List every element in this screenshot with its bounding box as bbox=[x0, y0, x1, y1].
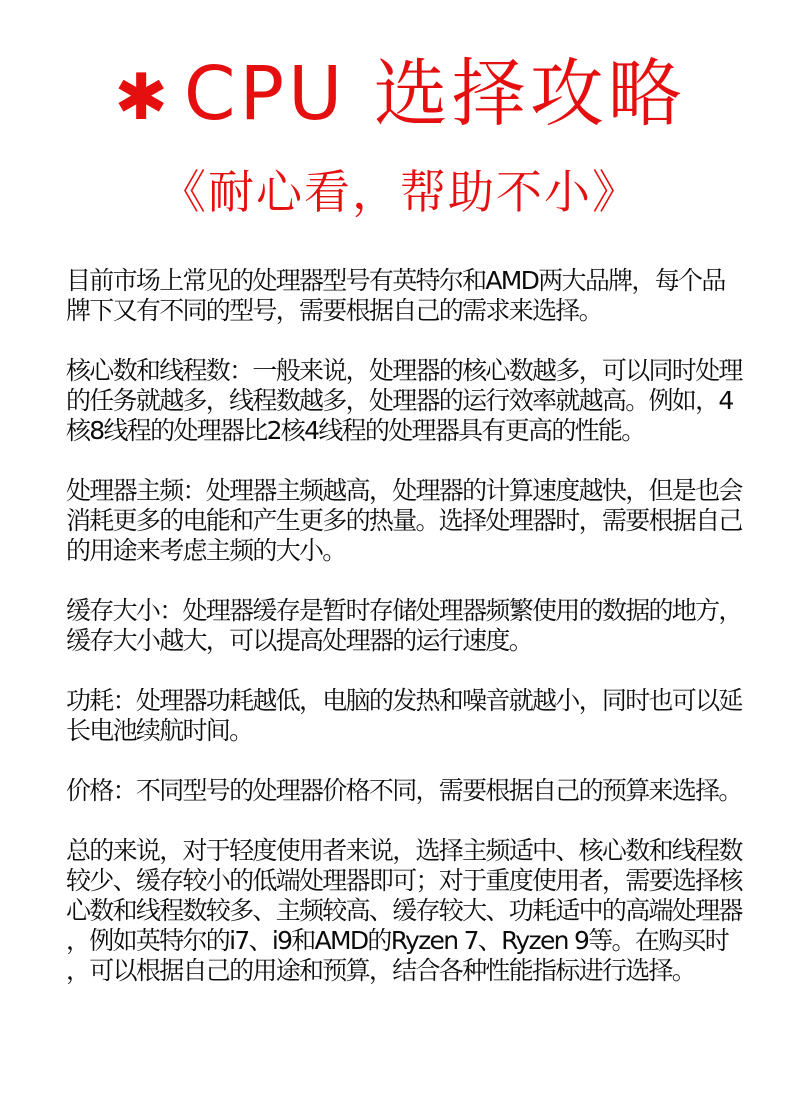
page-title-text: CPU 选择攻略 bbox=[183, 51, 686, 137]
article-body bbox=[66, 266, 746, 986]
paragraph-intro-brands: 目前市场上常见的处理器型号有英特尔和AMD两大品牌，每个品牌下又有不同的型号，需要根据自己的需求来选择。 bbox=[66, 266, 725, 325]
paragraph-cache-size: 缓存大小：处理器缓存是暂时存储处理器频繁使用的数据的地方，缓存大小越大，可以提高处理器的运行速度。 bbox=[66, 596, 742, 655]
paragraph-price: 价格：不同型号的处理器价格不同，需要根据自己的预算来选择。 bbox=[66, 776, 742, 805]
paragraph-cores-threads: 核心数和线程数：一般来说，处理器的核心数越多，可以同时处理的任务就越多，线程数越多，处理器的运行效率就越高。例如，4核8线程的处理器比2核4线程的处理器具有更高的性能。 bbox=[66, 356, 742, 445]
page-title bbox=[20, 48, 780, 144]
paragraph-summary: 总的来说，对于轻度使用者来说，选择主频适中、核心数和线程数较少、缓存较小的低端处理器即可；对于重度使用者，需要选择核心数和线程数较多、主频较高、缓存较大、功耗适中的高端处理器，例如英特尔的i7、i9和AMD的Ryzen 7、Ryzen 9等。在购买时，可以根据自己的用途和预算，结合各种性能指标进行选择。 bbox=[66, 836, 742, 985]
page-subtitle: 《耐心看，帮助不小》 bbox=[160, 165, 640, 219]
paragraph-power-consumption: 功耗：处理器功耗越低，电脑的发热和噪音就越小，同时也可以延长电池续航时间。 bbox=[66, 686, 742, 745]
asterisk-icon: ✱ bbox=[114, 61, 168, 135]
paragraph-clock-speed: 处理器主频：处理器主频越高，处理器的计算速度越快，但是也会消耗更多的电能和产生更多的热量。选择处理器时，需要根据自己的用途来考虑主频的大小。 bbox=[66, 476, 742, 565]
